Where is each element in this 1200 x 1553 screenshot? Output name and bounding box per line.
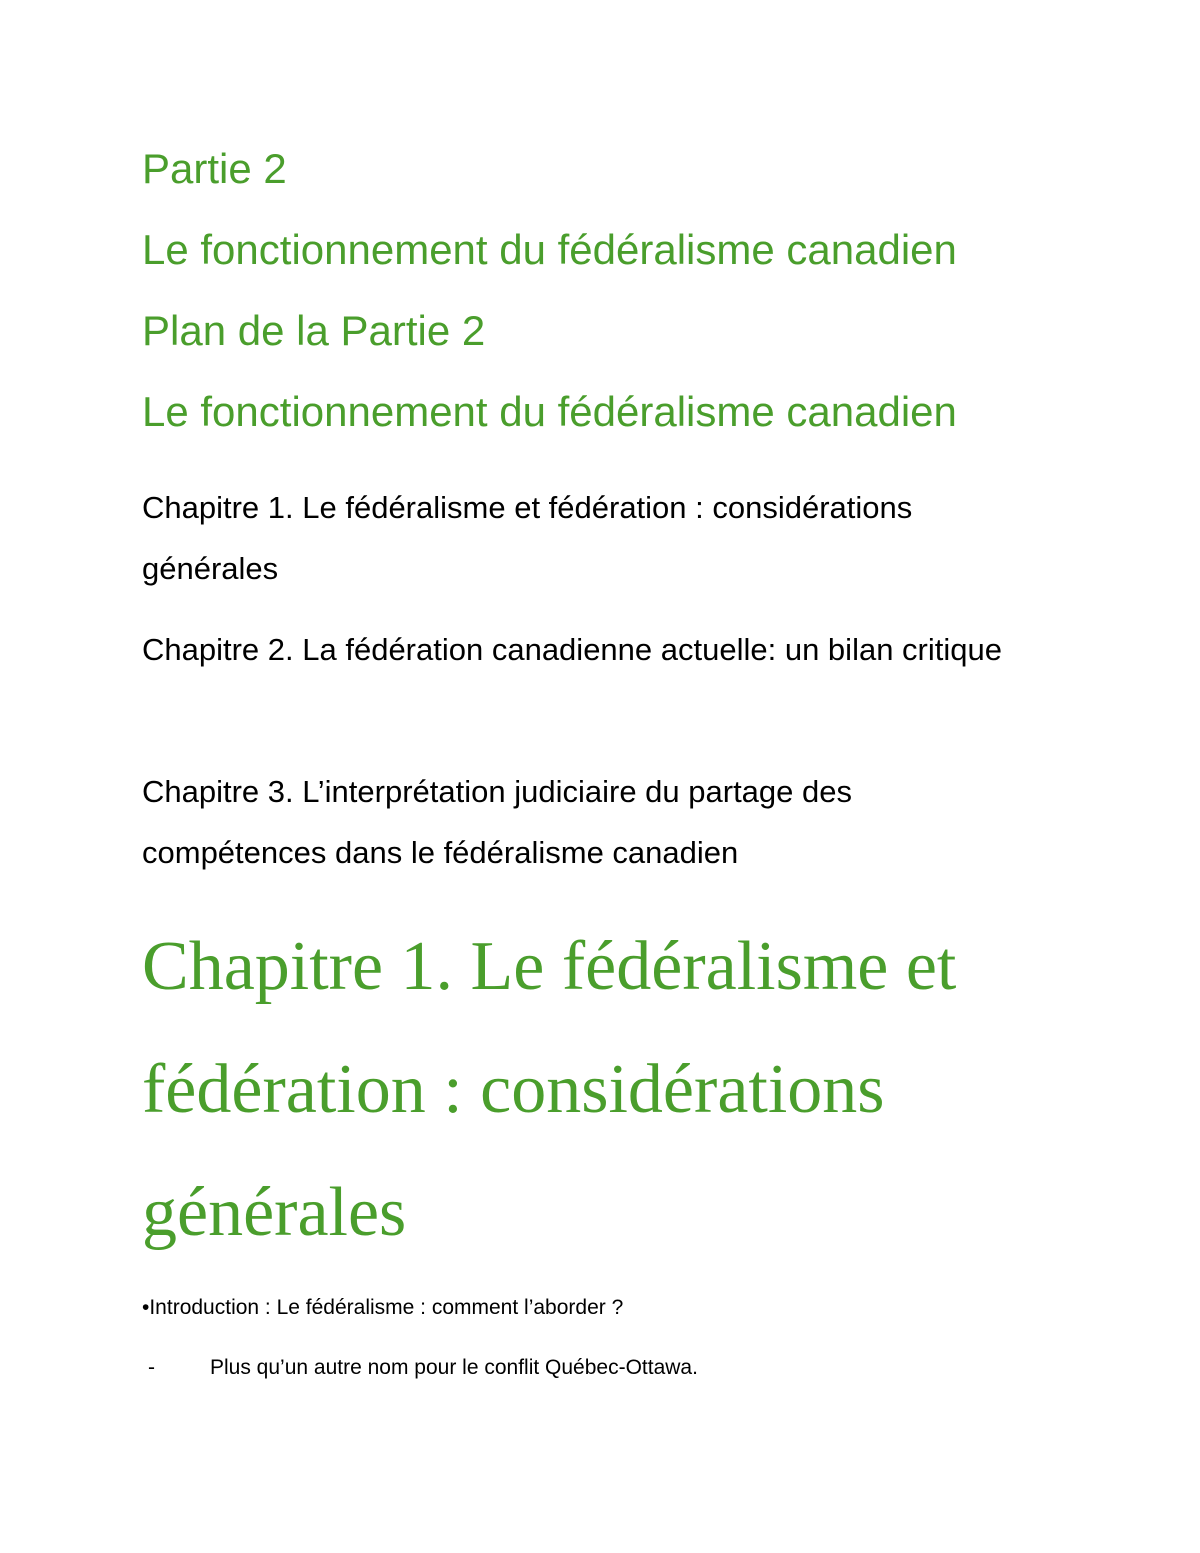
part-title: Le fonctionnement du fédéralisme canadien <box>142 226 957 273</box>
plan-title: Le fonctionnement du fédéralisme canadien <box>142 388 957 435</box>
sub-item-marker: - <box>148 1356 155 1379</box>
chapter-3-entry: Chapitre 3. L’interprétation judiciaire du partage des compétences dans le fédéralisme canadien <box>142 774 853 870</box>
plan-label: Plan de la Partie 2 <box>142 307 486 354</box>
chapter-heading: Chapitre 1. Le fédéralisme et fédération : considérations générales <box>142 928 957 1251</box>
chapter-1-entry: Chapitre 1. Le fédéralisme et fédération : considérations générales <box>142 490 913 586</box>
sub-item <box>142 1356 698 1380</box>
intro-line: •Introduction : Le fédéralisme : comment l’aborder ? <box>142 1296 624 1319</box>
chapter-2-entry: Chapitre 2. La fédération canadienne actuelle: un bilan critique <box>142 632 1002 667</box>
sub-item-text: Plus qu’un autre nom pour le conflit Québec-Ottawa. <box>210 1356 698 1379</box>
part-label: Partie 2 <box>142 145 287 192</box>
